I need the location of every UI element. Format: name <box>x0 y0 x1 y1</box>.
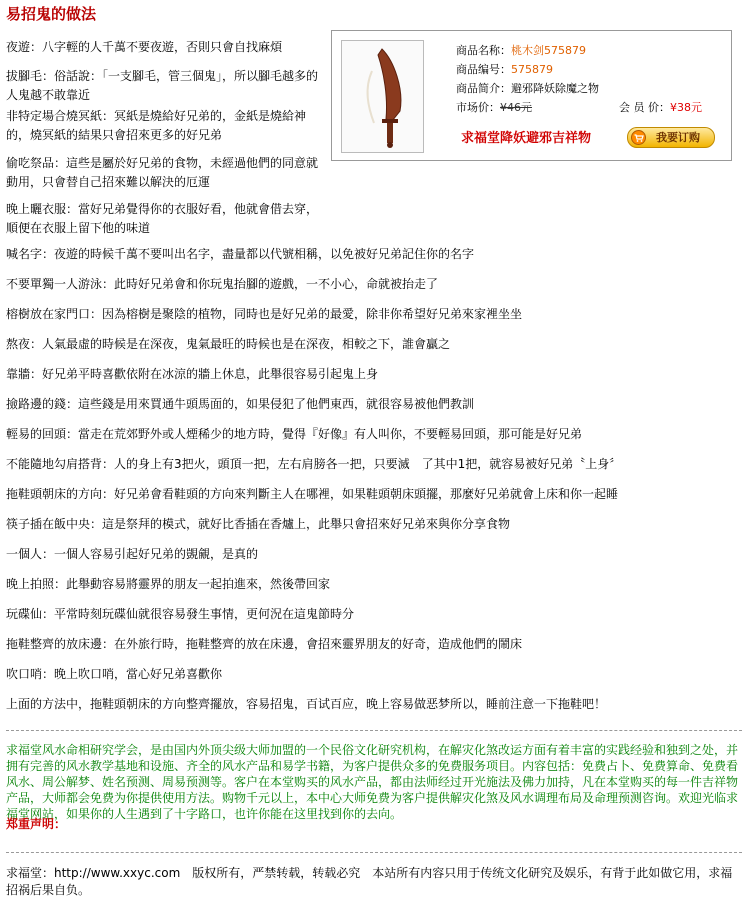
market-price-label: 市场价： <box>456 101 500 114</box>
paragraph: 偷吃祭品：這些是屬於好兄弟的食物，未經過他們的同意就動用，只會替自己招來難以解決的厄運 <box>6 156 319 189</box>
order-button[interactable] <box>627 127 715 148</box>
paragraph: 晚上曬衣服：當好兄弟覺得你的衣服好看，他就會借去穿，順便在衣服上留下他的味道 <box>6 202 319 235</box>
paragraph: 夜遊：八字輕的人千萬不要夜遊，否則只會自找麻煩 <box>6 40 283 54</box>
footer-copyright: 求福堂：http://www.xxyc.com 版权所有，严禁转载，转载必究 本站所有内容只用于传统文化研究及娱乐，有背于此如做它用，求福招祸后果自负。 <box>6 866 733 897</box>
paragraph: 輕易的回頭：當走在荒郊野外或人煙稀少的地方時，覺得『好像』有人叫你，不要輕易回頭，那可能是好兄弟 <box>6 427 583 441</box>
product-box <box>331 30 732 161</box>
member-price-value: ¥38元 <box>670 101 702 114</box>
peachwood-sword-image[interactable] <box>341 40 424 153</box>
paragraph: 上面的方法中，拖鞋頭朝床的方向整齊擺放，容易招鬼，百试百应，晚上容易做恶梦所以，睡前注意一下拖鞋吧！ <box>6 697 607 711</box>
paragraph: 榕樹放在家門口：因為榕樹是聚陰的植物，同時也是好兄弟的最愛，除非你希望好兄弟來家裡坐坐 <box>6 307 523 321</box>
paragraph: 喊名字：夜遊的時候千萬不要叫出名字，盡量都以代號相稱，以免被好兄弟記住你的名字 <box>6 247 475 261</box>
cart-icon <box>631 130 646 145</box>
market-price-value: ¥46元 <box>500 101 532 114</box>
member-price <box>619 98 702 117</box>
divider <box>6 730 742 731</box>
declaration-title: 郑重声明： <box>6 817 67 831</box>
page-title: 易招鬼的做法 <box>6 5 97 23</box>
paragraph: 一個人：一個人容易引起好兄弟的覬覦，是真的 <box>6 547 259 561</box>
product-code-value: 575879 <box>511 63 553 76</box>
paragraph: 晚上拍照：此舉動容易將靈界的朋友一起拍進來，然後帶回家 <box>6 577 331 591</box>
paragraph: 不能隨地勾肩搭背：人的身上有3把火，頭頂一把，左右肩膀各一把，只要滅 了其中1把，就容易被好兄弟〝上身〞 <box>6 457 622 471</box>
paragraph: 拖鞋整齊的放床邊：在外旅行時，拖鞋整齊的放在床邊，會招來靈界朋友的好奇，造成他們的鬧床 <box>6 637 523 651</box>
paragraph: 吹口哨：晚上吹口哨，當心好兄弟喜歡你 <box>6 667 223 681</box>
paragraph: 拔腳毛：俗話說：「一支腳毛，管三個鬼」，所以腳毛越多的人鬼越不敢靠近 <box>6 69 319 102</box>
member-price-label: 会 员 价： <box>619 101 670 114</box>
paragraph: 玩碟仙：平常時刻玩碟仙就很容易發生事情，更何況在這鬼節時分 <box>6 607 355 621</box>
paragraph: 靠牆：好兄弟平時喜歡依附在冰涼的牆上休息，此舉很容易引起鬼上身 <box>6 367 379 381</box>
paragraph: 非特定場合燒冥紙：冥紙是燒給好兄弟的，金紙是燒給神的，燒冥紙的結果只會招來更多的好兄弟 <box>6 109 307 142</box>
divider <box>6 852 742 853</box>
product-name-link[interactable]: 桃木剑575879 <box>511 44 586 57</box>
product-intro-value: 避邪降妖除魔之物 <box>511 82 599 95</box>
product-info <box>456 41 599 117</box>
organization-intro: 求福堂风水命相研究学会，是由国内外顶尖级大师加盟的一个民俗文化研究机构，在解灾化煞改运方面有着丰富的实践经验和独到之处，并拥有完善的风水教学基地和设施、齐全的风水产品和易学书籍，为客户提供众多的免费服务项目。内容包括：免费占卜、免费算命、免费看风水、周公解梦、姓名预测、周易预测等。客户在本堂购买的风水产品，都由法师经过开光施法及佛力加持，凡在本堂购买的每一件吉祥物产品，大师都会免费为你提供使用方法。购物千元以上，本中心大师免费为客户提供解灾化煞及风水调理布局及命理预测咨询。欢迎光临求福堂网站，如果你的人生遇到了十字路口，也许你能在这里找到你的去向。 <box>6 743 739 821</box>
paragraph: 撿路邊的錢：這些錢是用來買通牛頭馬面的，如果侵犯了他們東西，就很容易被他們教訓 <box>6 397 475 411</box>
paragraph: 拖鞋頭朝床的方向：好兄弟會看鞋頭的方向來判斷主人在哪裡，如果鞋頭朝床頭擺，那麼好兄弟就會上床和你一起睡 <box>6 487 619 501</box>
order-button-label: 我要订购 <box>656 131 700 144</box>
product-intro-label: 商品简介： <box>456 82 511 95</box>
paragraph: 熬夜：人氣最虛的時候是在深夜，鬼氣最旺的時候也是在深夜，相較之下，誰會贏之 <box>6 337 451 351</box>
paragraph: 不要單獨一人游泳：此時好兄弟會和你玩鬼抬腳的遊戲，一不小心，命就被抬走了 <box>6 277 439 291</box>
product-name-label: 商品名称： <box>456 44 511 57</box>
product-slogan: 求福堂降妖避邪吉祥物 <box>461 131 592 146</box>
paragraph: 筷子插在飯中央：這是祭拜的模式，就好比香插在香爐上，此舉只會招來好兄弟來與你分享食物 <box>6 517 511 531</box>
product-code-label: 商品编号： <box>456 63 511 76</box>
